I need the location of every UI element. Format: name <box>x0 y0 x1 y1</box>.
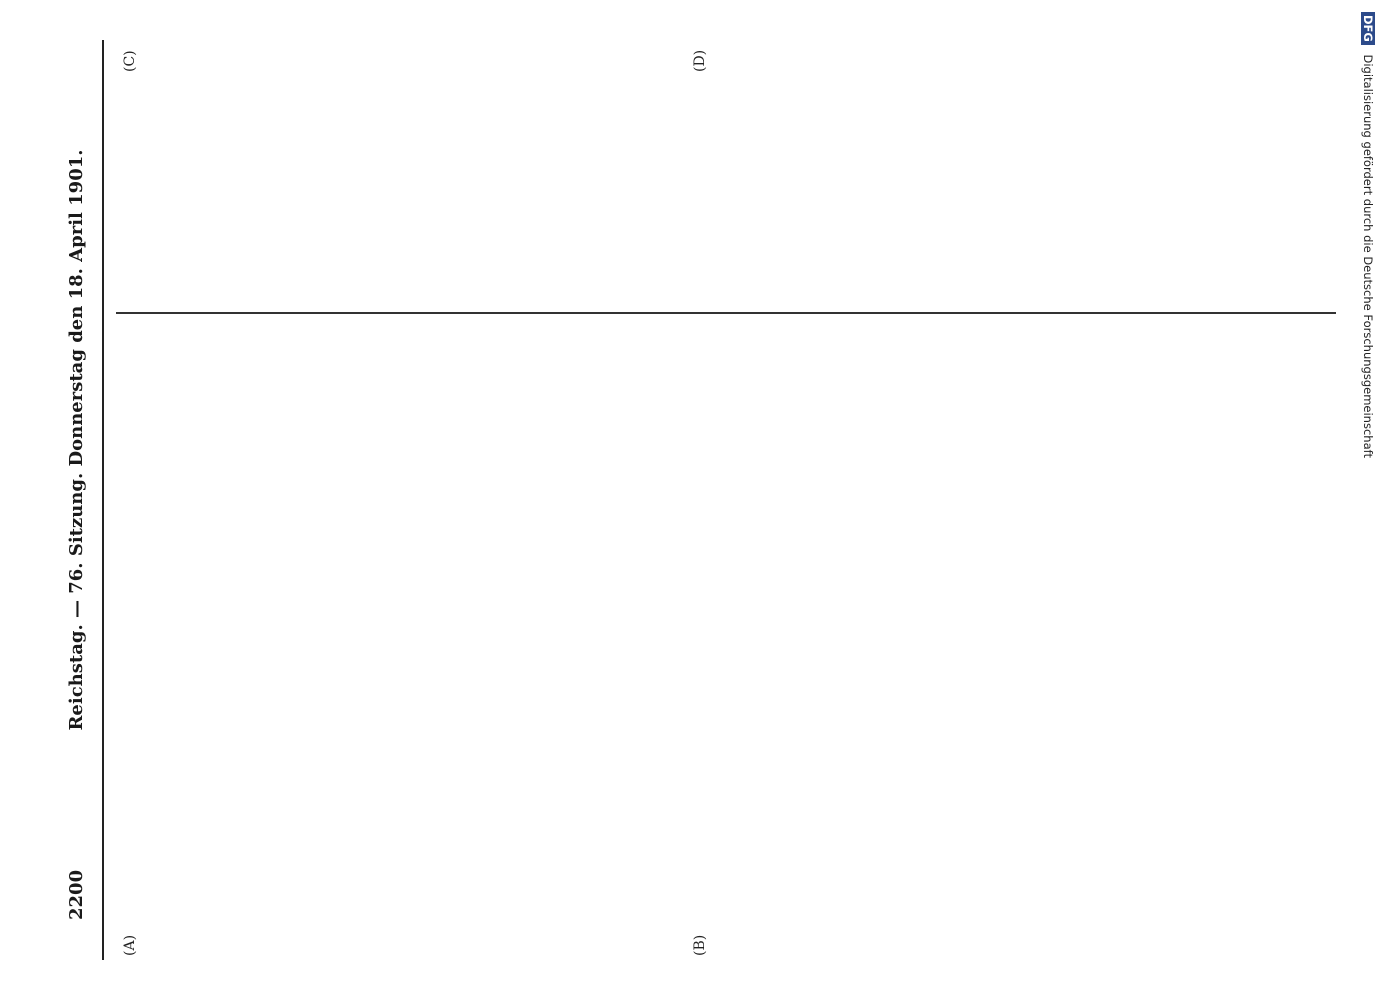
column-text-line <box>476 0 496 308</box>
column-text-line <box>1316 0 1336 308</box>
column-text-line <box>816 320 836 910</box>
column-text-line <box>276 0 296 308</box>
column-text-line <box>596 320 616 910</box>
column-text-line <box>976 0 996 308</box>
column-text-line <box>876 320 896 910</box>
column-text-line <box>696 0 716 308</box>
column-text-line <box>1196 320 1216 910</box>
page-number: 2200 <box>66 869 87 920</box>
column-text-line <box>116 320 136 910</box>
column-text-line <box>376 320 396 910</box>
column-text-line <box>456 0 476 308</box>
column-text-line <box>1036 0 1056 308</box>
column-text-line <box>456 320 476 910</box>
column-text-line <box>1136 0 1156 308</box>
column-text-line <box>1276 0 1296 308</box>
column-text-line <box>536 0 556 308</box>
column-text-line <box>916 320 936 910</box>
column-text-line <box>236 0 256 308</box>
column-text-line <box>776 320 796 910</box>
column-text-line <box>1176 0 1196 308</box>
column-text-line <box>1296 320 1316 910</box>
column-text-line <box>716 0 736 308</box>
column-text-line <box>256 320 276 910</box>
column-text-line <box>1216 320 1236 910</box>
column-text-line <box>796 0 816 308</box>
column-text-line <box>496 0 516 308</box>
column-text-line <box>496 320 516 910</box>
column-text-line <box>1176 320 1196 910</box>
margin-marker-a: (A) <box>122 934 138 956</box>
column-text-line <box>396 320 416 910</box>
page-header <box>60 40 94 920</box>
column-text-line <box>436 320 456 910</box>
column-text-line <box>956 0 976 308</box>
column-text-line <box>556 0 576 308</box>
running-header-title: Reichstag. — 76. Sitzung. Donnerstag den 18. April 1901. <box>66 149 87 731</box>
column-text-line <box>336 0 356 308</box>
column-text-line <box>876 0 896 308</box>
column-text-line <box>356 0 376 308</box>
column-text-line <box>1196 0 1216 308</box>
column-text-line <box>956 320 976 910</box>
column-text-line <box>1036 320 1056 910</box>
column-text-line <box>936 320 956 910</box>
column-text-line <box>296 0 316 308</box>
column-text-line <box>856 320 876 910</box>
column-text-line <box>196 320 216 910</box>
dfg-logo-badge: DFG <box>1361 12 1375 45</box>
column-text-line <box>156 0 176 308</box>
column-text-line <box>1276 320 1296 910</box>
column-text-line <box>1076 0 1096 308</box>
column-text-line <box>916 0 936 308</box>
column-text-line <box>196 0 216 308</box>
rotated-page-content <box>60 40 1350 960</box>
column-text-line <box>836 320 856 910</box>
column-text-line <box>1236 320 1256 910</box>
column-text-line <box>1156 0 1176 308</box>
column-text-line <box>1016 0 1036 308</box>
column-text-line <box>276 320 296 910</box>
column-text-line <box>156 320 176 910</box>
column-text-line <box>556 320 576 910</box>
column-text-line <box>896 320 916 910</box>
digitization-notice <box>1355 12 1375 992</box>
column-text-line <box>716 320 736 910</box>
column-text-line <box>1236 0 1256 308</box>
column-text-line <box>536 320 556 910</box>
column-text-line <box>356 320 376 910</box>
column-text-line <box>656 0 676 308</box>
column-text-line <box>756 320 776 910</box>
column-text-line <box>516 0 536 308</box>
column-text-line <box>316 320 336 910</box>
column-text-line <box>736 320 756 910</box>
column-text-line <box>136 320 156 910</box>
column-text-line <box>376 0 396 308</box>
column-text-line <box>636 320 656 910</box>
column-text-line <box>576 320 596 910</box>
column-text-line <box>316 0 336 308</box>
column-text-line <box>576 0 596 308</box>
column-text-line <box>636 0 656 308</box>
margin-marker-b: (B) <box>692 934 708 956</box>
column-text-line <box>976 320 996 910</box>
column-text-line <box>1096 320 1116 910</box>
column-text-line <box>216 320 236 910</box>
column-text-line <box>856 0 876 308</box>
column-text-line <box>436 0 456 308</box>
column-text-line <box>176 0 196 308</box>
column-text-line <box>416 0 436 308</box>
header-rule <box>102 40 104 960</box>
column-text-line <box>736 0 756 308</box>
column-text-line <box>396 0 416 308</box>
column-text-line <box>776 0 796 308</box>
column-text-line <box>1216 0 1236 308</box>
column-text-line <box>1156 320 1176 910</box>
column-text-line <box>676 0 696 308</box>
margin-marker-c: (C) <box>122 50 138 72</box>
left-text-column <box>116 320 1336 910</box>
column-text-line <box>796 320 816 910</box>
column-text-line <box>1256 0 1276 308</box>
column-text-line <box>336 320 356 910</box>
column-text-line <box>1256 320 1276 910</box>
column-text-line <box>696 320 716 910</box>
column-text-line <box>756 0 776 308</box>
column-text-line <box>256 0 276 308</box>
column-text-line <box>836 0 856 308</box>
column-text-line <box>1296 0 1316 308</box>
column-text-line <box>1116 320 1136 910</box>
column-text-line <box>996 320 1016 910</box>
column-text-line <box>1076 320 1096 910</box>
column-text-line <box>1096 0 1116 308</box>
column-text-line <box>1056 320 1076 910</box>
column-text-line <box>816 0 836 308</box>
column-text-line <box>1116 0 1136 308</box>
right-text-column <box>116 0 1336 308</box>
column-text-line <box>996 0 1016 308</box>
column-text-line <box>656 320 676 910</box>
column-text-line <box>1316 320 1336 910</box>
column-text-line <box>416 320 436 910</box>
margin-marker-d: (D) <box>692 49 708 72</box>
column-text-line <box>136 0 156 308</box>
column-text-line <box>676 320 696 910</box>
column-text-line <box>216 0 236 308</box>
column-text-line <box>616 320 636 910</box>
digitization-notice-text: Digitalisierung gefördert durch die Deutsche Forschungsgemeinschaft <box>1361 54 1375 458</box>
column-text-line <box>1016 320 1036 910</box>
column-text-line <box>1056 0 1076 308</box>
column-text-line <box>936 0 956 308</box>
column-text-line <box>616 0 636 308</box>
column-text-line <box>176 320 196 910</box>
column-text-line <box>236 320 256 910</box>
column-text-line <box>516 320 536 910</box>
column-text-line <box>116 0 136 308</box>
column-text-line <box>296 320 316 910</box>
column-text-line <box>1136 320 1156 910</box>
column-divider <box>116 312 1336 314</box>
column-text-line <box>476 320 496 910</box>
column-text-line <box>896 0 916 308</box>
column-text-line <box>596 0 616 308</box>
